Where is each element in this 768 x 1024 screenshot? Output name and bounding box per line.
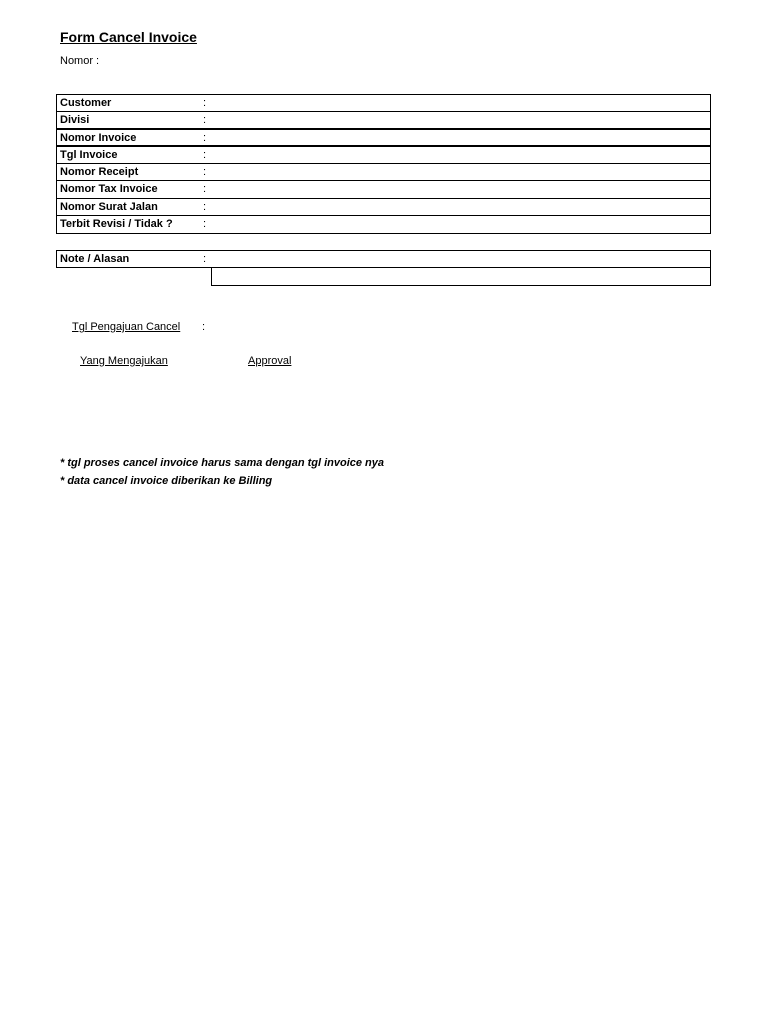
nomor-label: Nomor :	[60, 55, 100, 67]
field-colon: :	[203, 200, 207, 213]
field-colon: :	[203, 183, 207, 196]
note-row	[57, 251, 710, 267]
submission-date-label: Tgl Pengajuan Cancel	[72, 321, 181, 333]
note-colon: :	[203, 253, 207, 265]
field-label: Terbit Revisi / Tidak ?	[60, 218, 173, 231]
field-colon: :	[203, 218, 207, 231]
field-row-terbit-revisi	[57, 216, 710, 233]
field-row-nomor-receipt	[57, 164, 710, 181]
field-label: Tgl Invoice	[60, 148, 118, 161]
submission-date-colon: :	[202, 321, 206, 333]
field-label: Nomor Invoice	[60, 131, 137, 144]
footnote-1: * tgl proses cancel invoice harus sama dengan tgl invoice nya	[60, 457, 385, 469]
field-row-tgl-invoice	[57, 147, 710, 164]
field-label: Nomor Receipt	[60, 166, 139, 179]
field-colon: :	[203, 148, 207, 161]
field-row-nomor-tax-invoice	[57, 181, 710, 198]
footnote-2: * data cancel invoice diberikan ke Billing	[60, 475, 273, 487]
field-row-divisi	[57, 112, 710, 129]
field-colon: :	[203, 114, 207, 127]
field-colon: :	[203, 166, 207, 179]
field-label: Divisi	[60, 114, 90, 127]
field-row-nomor-surat-jalan	[57, 199, 710, 216]
note-continuation-box	[211, 267, 711, 286]
field-label: Customer	[60, 97, 112, 109]
field-row-nomor-invoice	[57, 130, 710, 147]
approval-signature-label: Approval	[248, 355, 292, 367]
field-label: Nomor Surat Jalan	[60, 200, 158, 213]
field-row-customer	[57, 95, 710, 112]
field-colon: :	[203, 131, 207, 144]
field-label: Nomor Tax Invoice	[60, 183, 158, 196]
invoice-fields-table	[56, 94, 711, 234]
field-colon: :	[203, 97, 207, 109]
note-label: Note / Alasan	[60, 253, 130, 265]
form-title: Form Cancel Invoice	[60, 29, 197, 45]
applicant-signature-label: Yang Mengajukan	[80, 355, 168, 367]
note-table	[56, 250, 711, 268]
